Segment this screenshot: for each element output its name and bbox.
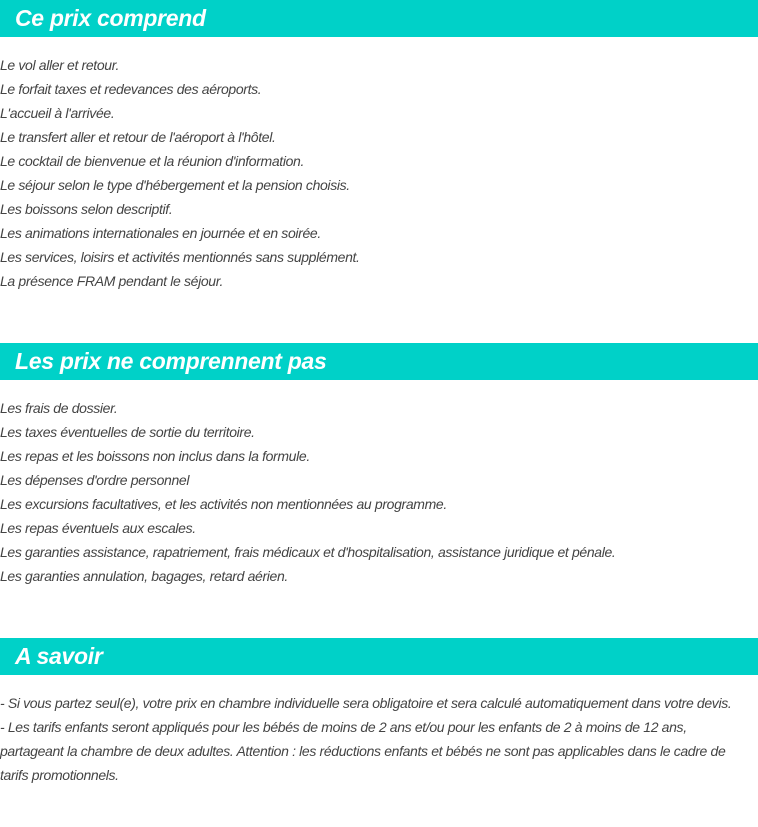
- section-header-included: [0, 0, 758, 37]
- list-item: L'accueil à l'arrivée.: [0, 105, 115, 121]
- section-title-good-to-know: A savoir: [15, 643, 103, 669]
- good-to-know-list: [0, 691, 758, 787]
- info-paragraph: - Si vous partez seul(e), votre prix en chambre individuelle sera obligatoire et sera calculé automatiquement dans votre devis.: [0, 695, 732, 711]
- list-item: Le forfait taxes et redevances des aéroports.: [0, 81, 262, 97]
- list-item: Les animations internationales en journée et en soirée.: [0, 225, 321, 241]
- list-item: Les taxes éventuelles de sortie du territoire.: [0, 424, 255, 440]
- info-paragraph: - Les tarifs enfants seront appliqués pour les bébés de moins de 2 ans et/ou pour les enfants de 2 à moins de 12 ans, partageant la chambre de deux adultes. Attention : les réductions enfants et bébés ne sont pas applicables dans le cadre de tarifs promotionnels.: [0, 719, 726, 783]
- list-item: Les garanties assistance, rapatriement, frais médicaux et d'hospitalisation, assistance juridique et pénale.: [0, 544, 616, 560]
- section-header-not-included: [0, 343, 758, 380]
- list-item: Les services, loisirs et activités mentionnés sans supplément.: [0, 249, 360, 265]
- list-item: Le cocktail de bienvenue et la réunion d'information.: [0, 153, 304, 169]
- list-item: Le vol aller et retour.: [0, 57, 120, 73]
- list-item: Les excursions facultatives, et les activités non mentionnées au programme.: [0, 496, 447, 512]
- included-list: [0, 53, 758, 293]
- list-item: Les repas et les boissons non inclus dans la formule.: [0, 448, 310, 464]
- section-title-not-included: Les prix ne comprennent pas: [15, 348, 327, 374]
- not-included-list: [0, 396, 758, 588]
- list-item: La présence FRAM pendant le séjour.: [0, 273, 224, 289]
- section-title-included: Ce prix comprend: [15, 5, 206, 31]
- list-item: Les boissons selon descriptif.: [0, 201, 173, 217]
- list-item: Les dépenses d'ordre personnel: [0, 472, 190, 488]
- list-item: Les repas éventuels aux escales.: [0, 520, 196, 536]
- list-item: Les garanties annulation, bagages, retard aérien.: [0, 568, 288, 584]
- list-item: Les frais de dossier.: [0, 400, 118, 416]
- section-header-good-to-know: [0, 638, 758, 675]
- list-item: Le séjour selon le type d'hébergement et la pension choisis.: [0, 177, 350, 193]
- list-item: Le transfert aller et retour de l'aéroport à l'hôtel.: [0, 129, 276, 145]
